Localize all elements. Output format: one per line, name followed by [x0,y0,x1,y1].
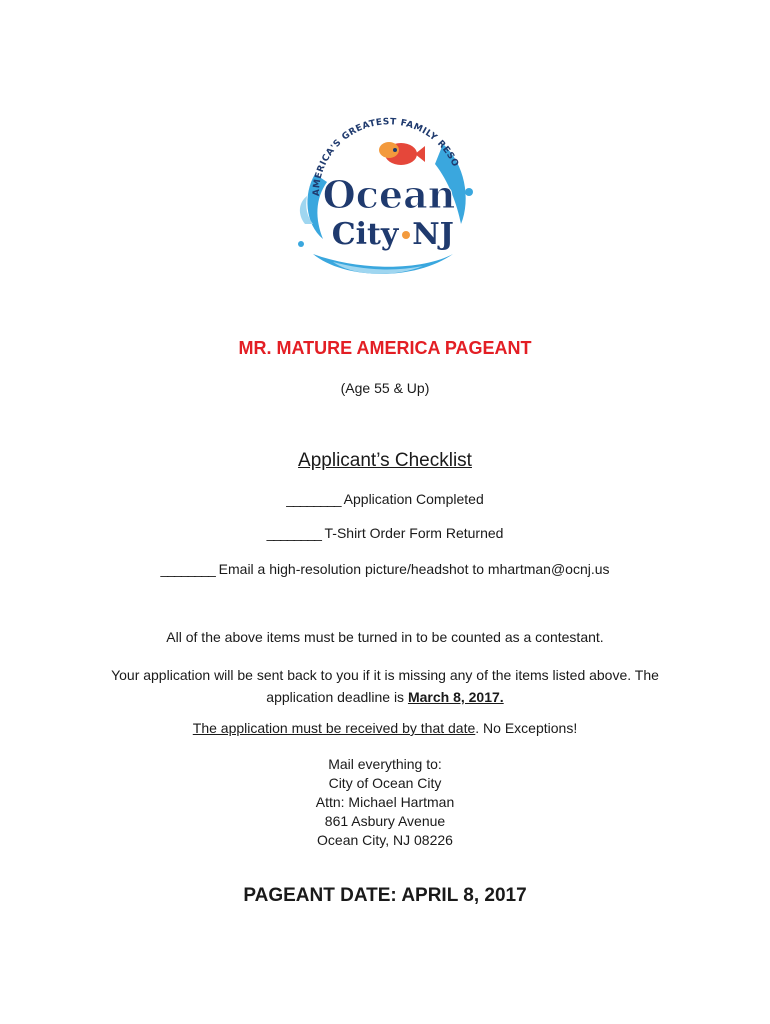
deadline-prefix: application deadline is [266,689,408,705]
mailing-address [0,755,770,850]
contestant-notice: All of the above items must be turned in to be counted as a contestant. [166,629,604,645]
received-by-date-text: The application must be received by that date [192,720,476,736]
address-line: City of Ocean City [328,775,442,791]
checklist-item-label: T-Shirt Order Form Returned [324,525,504,541]
deadline-notice [0,664,770,708]
checklist-heading: Applicant’s Checklist [298,450,472,471]
checklist-blank: ________ [266,525,321,541]
address-line: 861 Asbury Avenue [324,813,446,829]
logo-city-text: City [331,217,399,252]
logo-nj-text: NJ [412,217,454,252]
no-exceptions-notice [0,720,770,736]
ocean-city-logo [293,104,479,280]
checklist-blank: ________ [286,491,341,507]
checklist-item-label: Application Completed [343,491,484,507]
deadline-notice-line2 [0,686,770,708]
pageant-date: PAGEANT DATE: APRIL 8, 2017 [243,885,527,906]
logo-dot [402,231,410,239]
page-title: MR. MATURE AMERICA PAGEANT [238,338,532,358]
mail-intro: Mail everything to: [328,756,442,772]
logo-ocean-text: Ocean [322,172,456,217]
checklist-item [0,491,770,507]
address-line: Attn: Michael Hartman [315,794,455,810]
checklist-item [0,561,770,577]
deadline-date: March 8, 2017. [407,689,504,705]
checklist-item-label: Email a high-resolution picture/headshot to mhartman@ocnj.us [218,561,610,577]
logo-arc-text: AMERICA'S GREATEST FAMILY RESO [311,117,461,197]
checklist-item [0,525,770,541]
address-line: Ocean City, NJ 08226 [317,832,453,848]
age-requirement: (Age 55 & Up) [340,380,430,396]
deadline-notice-line1: Your application will be sent back to you if it is missing any of the items listed above. The [111,667,659,683]
no-exceptions-text: . No Exceptions! [475,720,578,736]
checklist-blank: ________ [160,561,215,577]
ocean-city-logo-graphic [293,104,479,280]
